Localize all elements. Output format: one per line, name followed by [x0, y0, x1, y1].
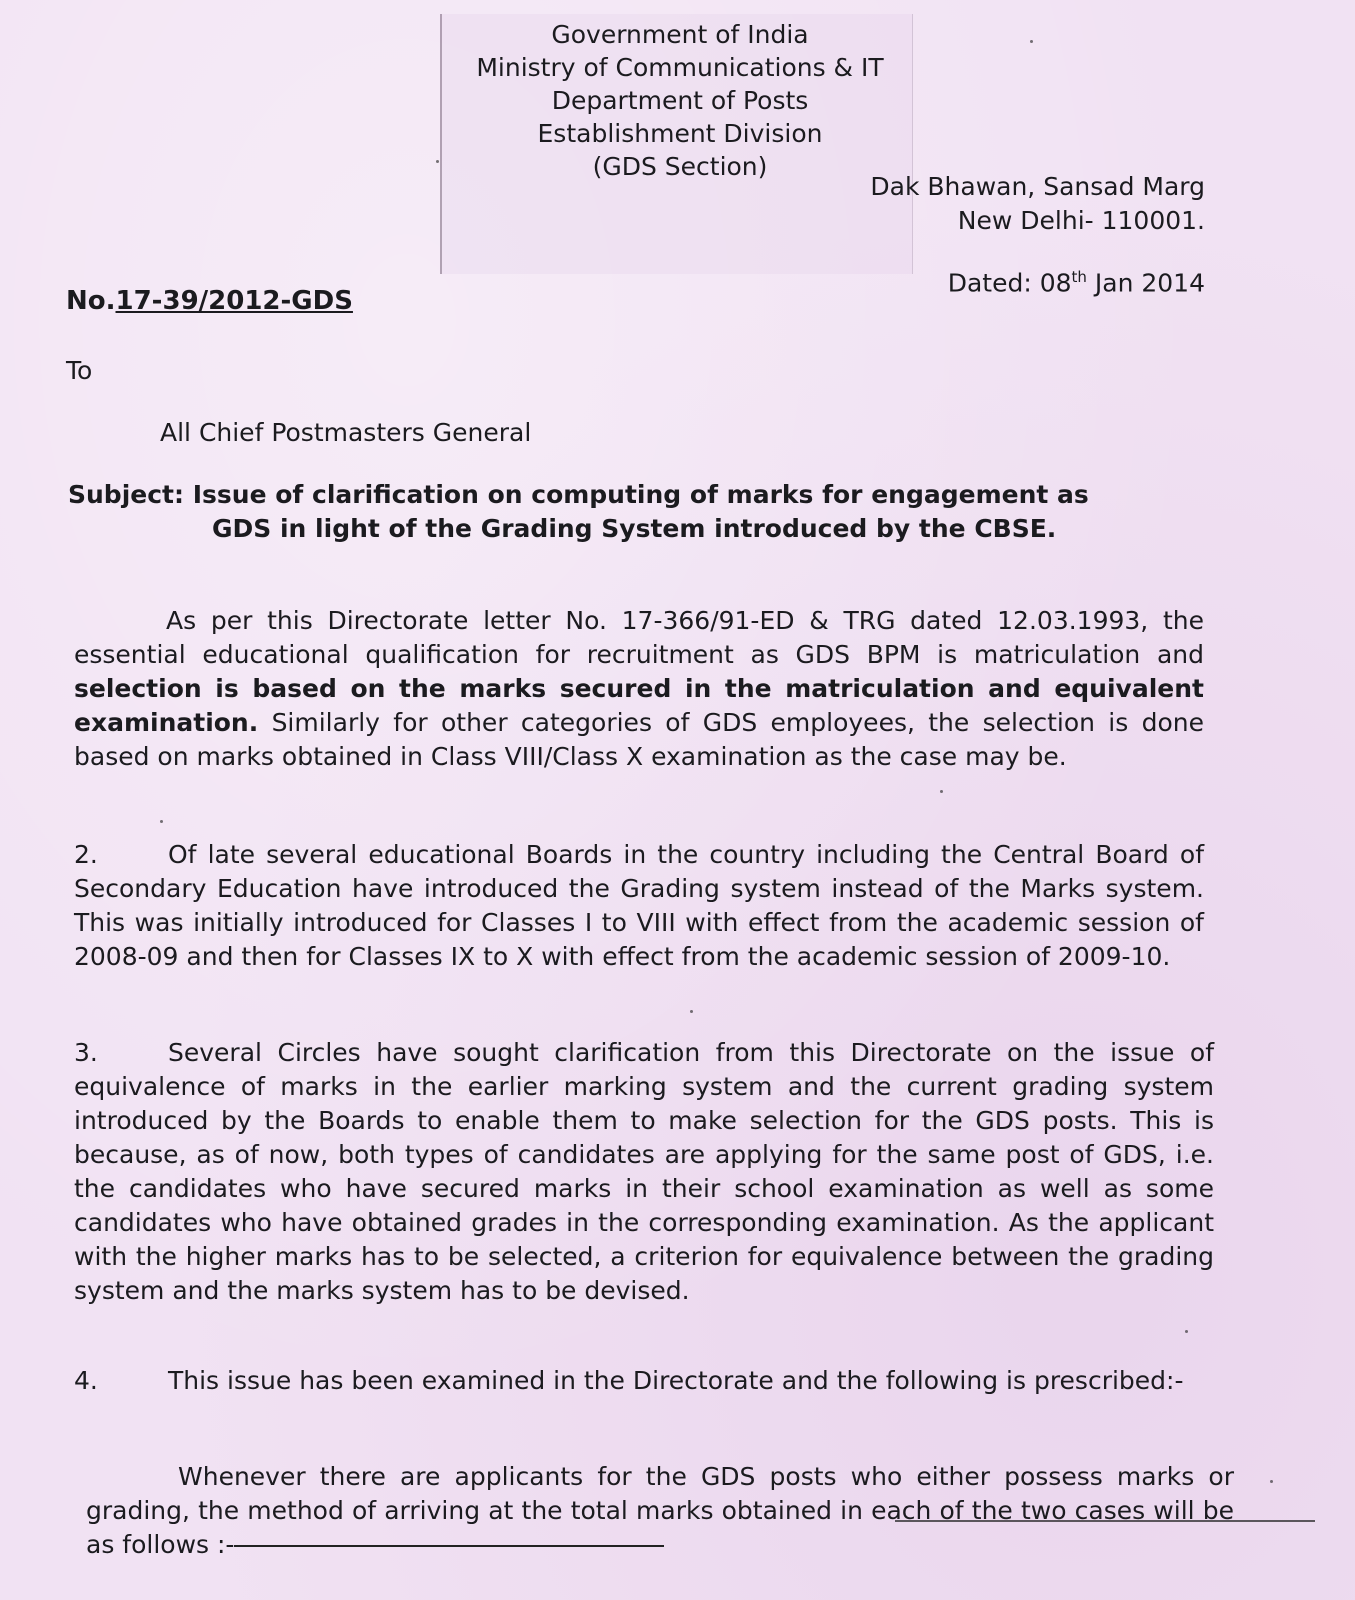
scan-speck — [1185, 1330, 1188, 1333]
scan-speck — [940, 790, 943, 793]
paragraph-1-bold: selection is based on the marks secured in the matriculation and equivalent examination. — [74, 674, 1204, 737]
scan-edge-line — [895, 1520, 1315, 1522]
letterhead-line-division: Establishment Division — [537, 119, 823, 148]
paragraph-1 — [74, 604, 1204, 774]
paragraph-2-number: 2. — [74, 840, 98, 869]
address-line-1: Dak Bhawan, Sansad Marg — [870, 172, 1205, 201]
date-suffix: Jan 2014 — [1086, 268, 1205, 298]
date-prefix: Dated: 08 — [947, 268, 1072, 298]
scan-speck — [690, 1010, 693, 1013]
scan-speck — [1270, 1480, 1273, 1483]
addressee: All Chief Postmasters General — [160, 418, 532, 447]
letterhead-line-government: Government of India — [551, 20, 809, 49]
date-ordinal: th — [1071, 268, 1087, 286]
subject-line-2: GDS in light of the Grading System introduced by the CBSE. — [212, 514, 1057, 543]
paragraph-4 — [74, 1364, 1219, 1398]
paragraph-5 — [86, 1460, 1234, 1562]
paragraph-4-text: This issue has been examined in the Directorate and the following is prescribed:- — [168, 1366, 1184, 1395]
paragraph-4-number: 4. — [74, 1366, 98, 1395]
letterhead — [440, 18, 920, 183]
paragraph-1-text-a: As per this Directorate letter No. 17-366/91-ED & TRG dated 12.03.1993, the essential educational qualification for recruitment as GDS BPM is matriculation and — [74, 606, 1204, 669]
reference-number — [66, 286, 353, 316]
paragraph-1-text-b: Similarly for other categories of GDS employees, the selection is done based on marks obtained in Class VIII/Class X examination as the case may be. — [74, 708, 1204, 771]
subject-label: Subject: — [68, 480, 184, 509]
scan-speck — [436, 160, 439, 163]
address-line-2: New Delhi- 110001. — [957, 206, 1205, 235]
reference-prefix: No. — [66, 286, 116, 316]
fill-in-line — [234, 1545, 664, 1547]
paragraph-2-text: Of late several educational Boards in the country including the Central Board of Secondary Education have introduced the Grading system instead of the Marks system. This was initially introduced for Classes I to VIII with effect from the academic session of 2008-09 and then for Classes IX to X with effect from the academic session of 2009-10. — [74, 840, 1204, 971]
paragraph-3-number: 3. — [74, 1038, 98, 1067]
scan-speck — [160, 820, 163, 823]
reference-value: 17-39/2012-GDS — [115, 286, 353, 316]
paragraph-3-text: Several Circles have sought clarification from this Directorate on the issue of equivalence of marks in the earlier marking system and the current grading system introduced by the Boards to enable them to make selection for the GDS posts. This is because, as of now, both types of candidates are applying for the same post of GDS, i.e. the candidates who have secured marks in their school examination as well as some candidates who have obtained grades in the corresponding examination. As the applicant with the higher marks has to be selected, a criterion for equivalence between the grading system and the marks system has to be devised. — [74, 1038, 1214, 1305]
paragraph-3 — [74, 1036, 1214, 1308]
sender-address — [870, 170, 1205, 238]
paragraph-5-text: Whenever there are applicants for the GDS posts who either possess marks or grading, the method of arriving at the total marks obtained in each of the two cases will be as follows :- — [86, 1462, 1234, 1559]
to-label: To — [66, 356, 93, 385]
letterhead-line-ministry: Ministry of Communications & IT — [476, 53, 884, 82]
subject-line-1: Issue of clarification on computing of marks for engagement as — [192, 480, 1089, 509]
scan-speck — [1030, 40, 1033, 43]
subject — [68, 478, 1158, 546]
letterhead-line-department: Department of Posts — [551, 86, 809, 115]
paragraph-2 — [74, 838, 1204, 974]
letterhead-line-section: (GDS Section) — [592, 152, 768, 181]
letter-date — [948, 268, 1205, 297]
